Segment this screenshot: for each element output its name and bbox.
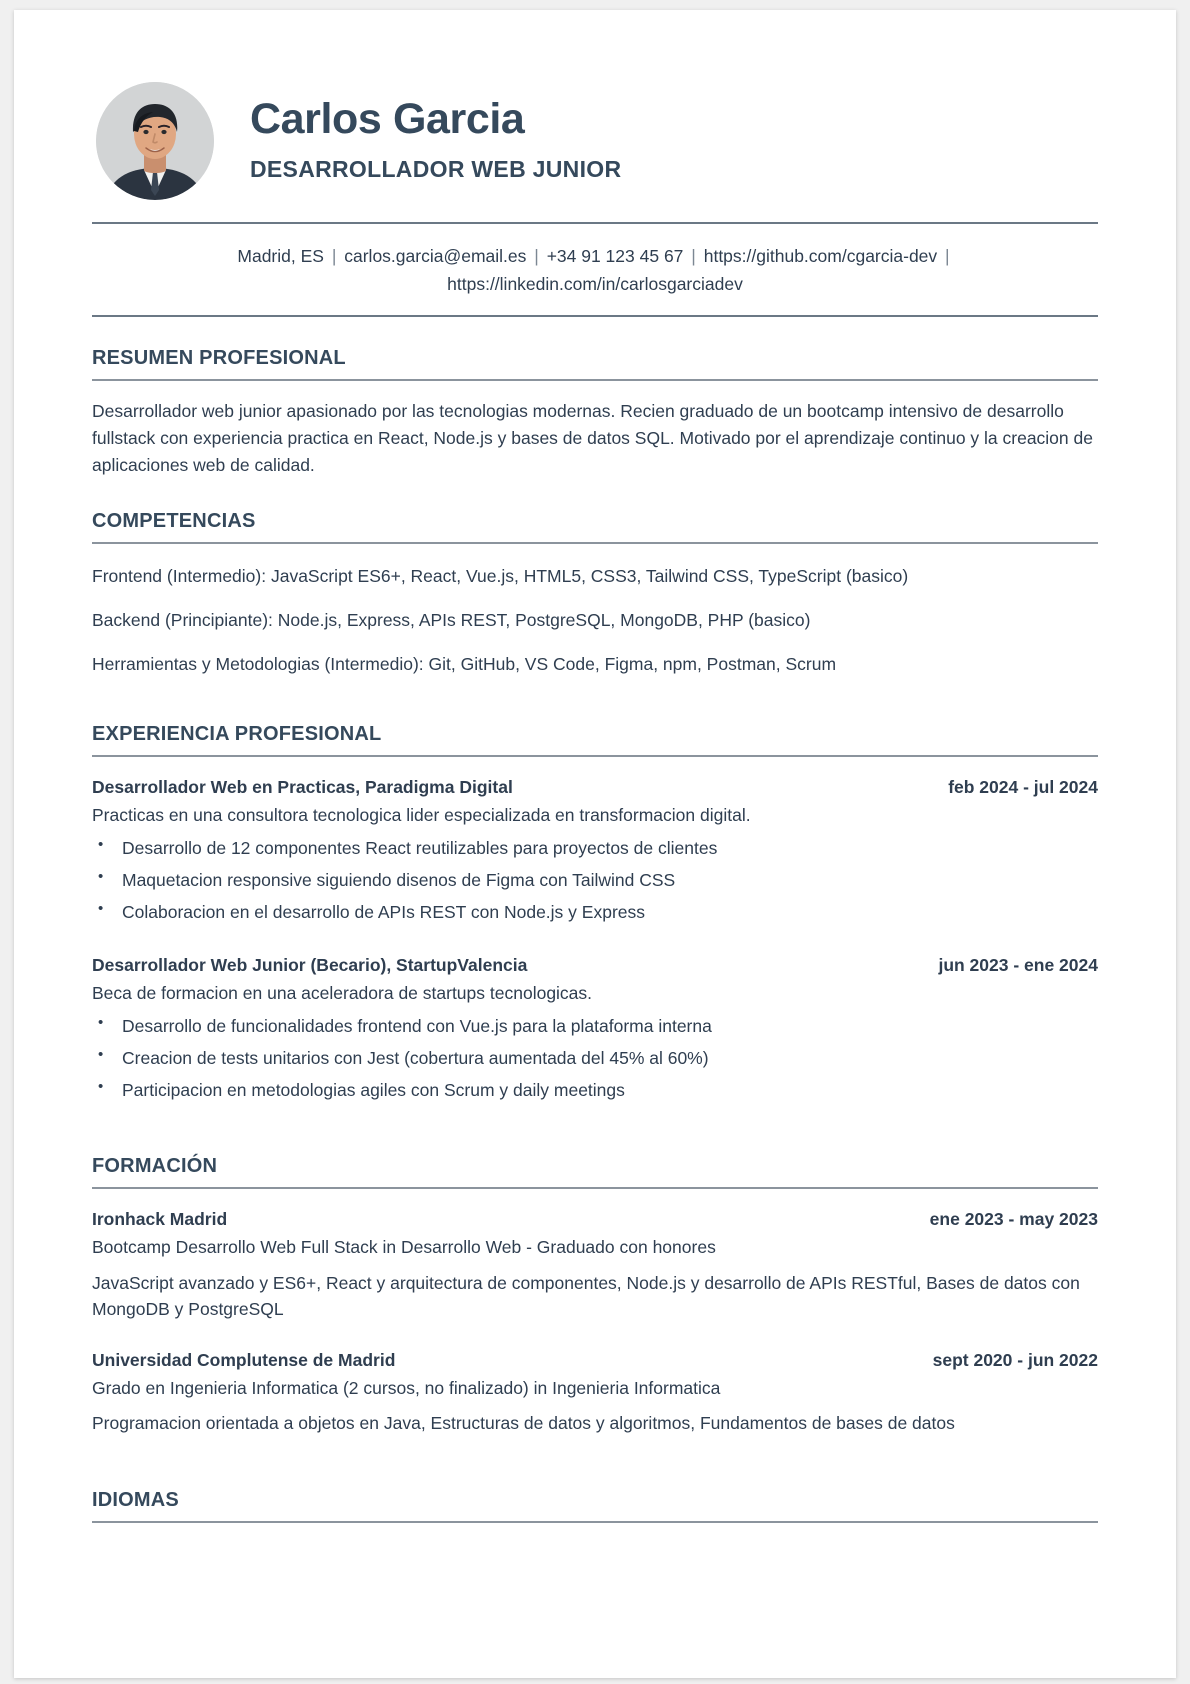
section-divider	[92, 1521, 1098, 1523]
resume-header	[92, 82, 1098, 200]
list-item: • Creacion de tests unitarios con Jest (cobertura aumentada del 45% al 60%)	[92, 1045, 1098, 1071]
section-title-experience: EXPERIENCIA PROFESIONAL	[92, 723, 382, 746]
contact-separator: |	[331, 246, 337, 266]
experience-entry	[92, 777, 1098, 925]
section-title-summary: RESUMEN PROFESIONAL	[92, 346, 346, 369]
section-experience	[92, 723, 1098, 1103]
section-title-education: FORMACIÓN	[92, 1155, 218, 1178]
list-item: • Participacion en metodologias agiles con Scrum y daily meetings	[92, 1077, 1098, 1103]
job-title: DESARROLLADOR WEB JUNIOR	[250, 155, 622, 182]
contact-phone[interactable]: +34 91 123 45 67	[546, 246, 684, 266]
experience-entry-date: feb 2024 - jul 2024	[948, 777, 1098, 798]
profile-photo-avatar	[96, 82, 214, 200]
list-item: • Colaboracion en el desarrollo de APIs REST con Node.js y Express	[92, 899, 1098, 925]
skill-line: Herramientas y Metodologias (Intermedio): Git, GitHub, VS Code, Figma, npm, Postman, Scrum	[92, 654, 837, 675]
section-title-skills: COMPETENCIAS	[92, 509, 256, 532]
education-entry-subtitle: Grado en Ingenieria Informatica (2 cursos, no finalizado) in Ingenieria Informatica	[92, 1378, 721, 1399]
experience-entry-date: jun 2023 - ene 2024	[938, 955, 1098, 976]
education-entry-detail: Programacion orientada a objetos en Java, Estructuras de datos y algoritmos, Fundamentos de bases de datos	[92, 1413, 955, 1434]
list-item: • Maquetacion responsive siguiendo disenos de Figma con Tailwind CSS	[92, 867, 1098, 893]
experience-entry	[92, 955, 1098, 1103]
experience-entry-subtitle: Practicas en una consultora tecnologica lider especializada en transformacion digital.	[92, 805, 751, 826]
contact-separator: |	[945, 246, 950, 266]
contact-separator: |	[691, 246, 696, 266]
education-entry-title: Ironhack Madrid	[92, 1209, 228, 1230]
identity-block	[250, 95, 621, 186]
contact-linkedin-link[interactable]: https://linkedin.com/in/carlosgarciadev	[447, 274, 743, 295]
skill-line: Frontend (Intermedio): JavaScript ES6+, React, Vue.js, HTML5, CSS3, Tailwind CSS, TypeScript (basico)	[92, 565, 909, 586]
section-title-languages: IDIOMAS	[92, 1488, 179, 1511]
contact-divider	[92, 315, 1098, 317]
section-divider	[92, 1187, 1098, 1189]
contact-location: Madrid, ES	[237, 246, 324, 266]
education-entry-subtitle: Bootcamp Desarrollo Web Full Stack in Desarrollo Web - Graduado con honores	[92, 1237, 716, 1258]
list-item: • Desarrollo de funcionalidades frontend con Vue.js para la plataforma interna	[92, 1013, 1098, 1039]
experience-entry-title: Desarrollador Web Junior (Becario), StartupValencia	[92, 955, 528, 976]
list-item: • Desarrollo de 12 componentes React reutilizables para proyectos de clientes	[92, 835, 1098, 861]
section-divider	[92, 542, 1098, 544]
summary-text: Desarrollador web junior apasionado por las tecnologias modernas. Recien graduado de un bootcamp intensivo de desarrollo fullstack con experiencia practica en React, Node.js y bases de datos SQL. Motivado por el aprendizaje continuo y la creacion de aplicaciones web de calidad.	[92, 400, 1093, 476]
education-entry-date: ene 2023 - may 2023	[929, 1209, 1098, 1230]
page-title: Carlos Garcia	[250, 95, 525, 144]
resume-page	[14, 10, 1176, 1678]
education-entry-date: sept 2020 - jun 2022	[932, 1350, 1098, 1371]
section-skills	[92, 510, 1098, 678]
experience-bullet-list	[92, 1013, 1098, 1104]
education-entry	[92, 1209, 1098, 1322]
experience-entry-subtitle: Beca de formacion en una aceleradora de startups tecnologicas.	[92, 983, 593, 1004]
experience-entry-title: Desarrollador Web en Practicas, Paradigma Digital	[92, 777, 513, 798]
section-divider	[92, 755, 1098, 757]
experience-bullet-list	[92, 835, 1098, 926]
education-entry	[92, 1350, 1098, 1437]
contact-email[interactable]: carlos.garcia@email.es	[344, 246, 527, 266]
section-education	[92, 1155, 1098, 1436]
contact-separator: |	[534, 246, 539, 266]
section-languages	[92, 1489, 1098, 1523]
contact-line	[92, 224, 1098, 315]
section-summary	[92, 347, 1098, 480]
contact-github-link[interactable]: https://github.com/cgarcia-dev	[703, 246, 938, 266]
education-entry-detail: JavaScript avanzado y ES6+, React y arquitectura de componentes, Node.js y desarrollo de APIs RESTful, Bases de datos con MongoDB y PostgreSQL	[92, 1272, 1080, 1319]
section-divider	[92, 379, 1098, 381]
education-entry-title: Universidad Complutense de Madrid	[92, 1350, 396, 1371]
skill-line: Backend (Principiante): Node.js, Express, APIs REST, PostgreSQL, MongoDB, PHP (basico)	[92, 609, 811, 630]
